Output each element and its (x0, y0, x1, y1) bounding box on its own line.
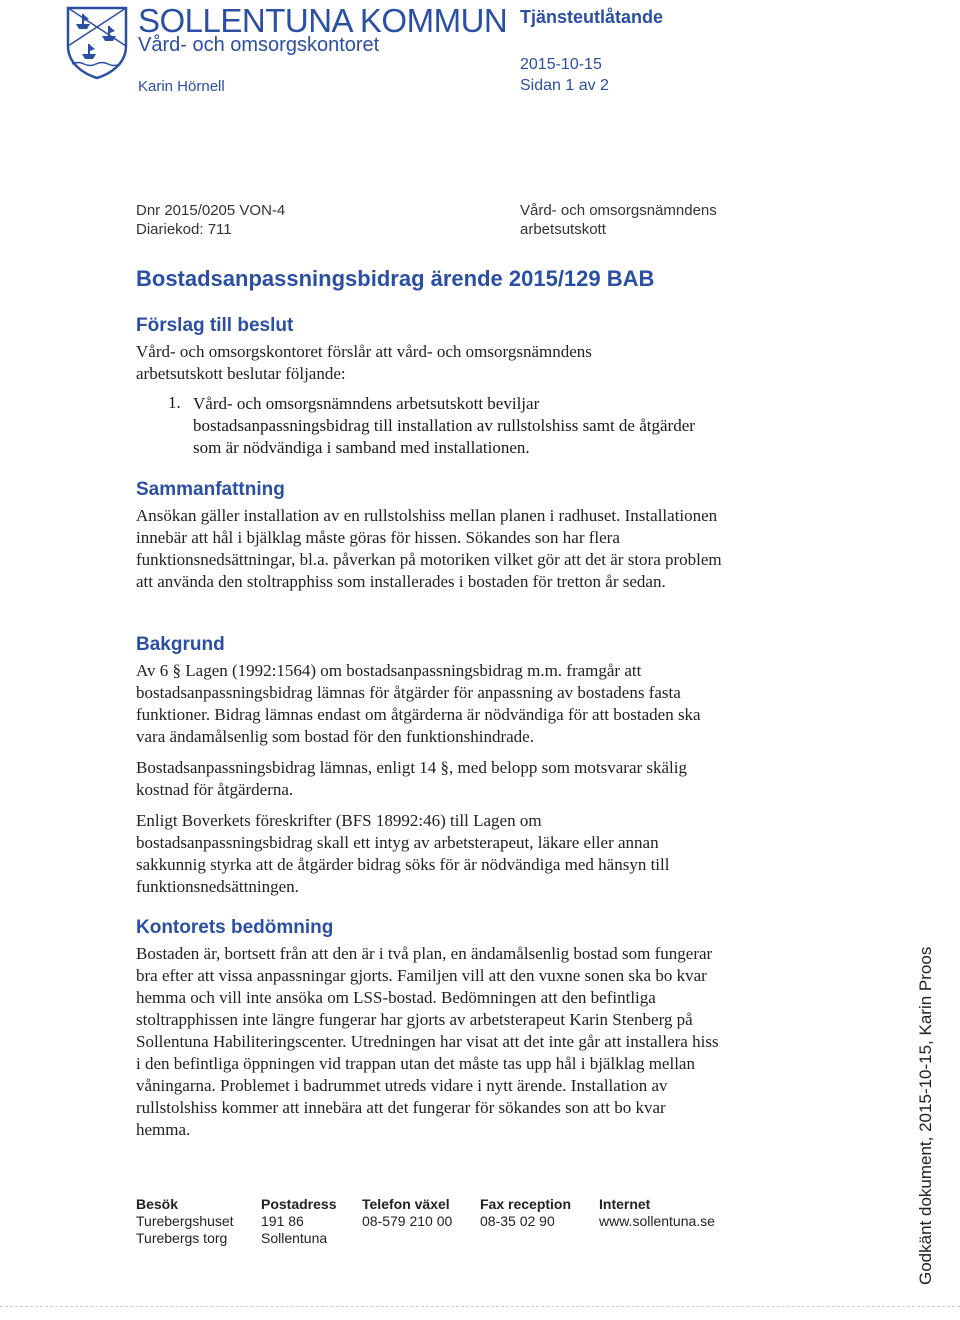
footer-fax (480, 1196, 571, 1230)
proposal-item-number: 1. (168, 393, 181, 412)
footer-phone (362, 1196, 452, 1230)
bakgrund-paragraph-1: Av 6 § Lagen (1992:1564) om bostadsanpassningsbidrag m.m. framgår att bostadsanpassningsbidrag lämnas för åtgärder för anpassning av bostadens fasta funktioner. Bidrag lämnas endast om åtgärderna är nödvändiga för att bostaden ska vara ändamålsenlig som bostad för den funktionshindrade. (136, 661, 701, 746)
department-name: Vård- och omsorgskontoret (138, 34, 380, 56)
recipient-line-2: arbetsutskott (520, 221, 606, 238)
document-date: 2015-10-15 (520, 56, 602, 73)
footer-fax-label: Fax reception (480, 1196, 572, 1212)
footer-web-link[interactable]: www.sollentuna.se (599, 1213, 715, 1229)
footer-post-label: Postadress (261, 1196, 337, 1212)
municipality-crest-logo (64, 6, 130, 80)
case-meta (136, 201, 285, 239)
sammanfattning-text: Ansökan gäller installation av en rullstolshiss mellan planen i radhuset. Installationen innebär att hål i bjälklag måste göras för hissen. Sökandes son har flera funktionsnedsättningar, bl.a. påverkan på motoriken vilket gör att det är stora problem att använda den stoltrapphiss som installerades i bostaden för tretton år sedan. (136, 506, 722, 591)
footer-phone-number: 08-579 210 00 (362, 1213, 453, 1229)
forslag-intro: Vård- och omsorgskontoret förslår att vård- och omsorgsnämndens arbetsutskott beslutar följande: (136, 342, 592, 383)
bakgrund-paragraph-3: Enligt Boverkets föreskrifter (BFS 18992:46) till Lagen om bostadsanpassningsbidrag skall ett intyg av arbetsterapeut, läkare eller annan sakkunnig styrka att de åtgärder bidrag söks för är nödvändiga med hänsyn till funktionsnedsättningen. (136, 811, 670, 896)
recipient (520, 201, 717, 239)
page-indicator: Sidan 1 av 2 (520, 77, 609, 94)
organization-name: SOLLENTUNA KOMMUN (138, 2, 508, 39)
footer-post-line-2: Sollentuna (261, 1230, 328, 1246)
heading-bakgrund: Bakgrund (136, 634, 225, 655)
footer-visit (136, 1196, 234, 1247)
recipient-line-1: Vård- och omsorgsnämndens (520, 202, 717, 219)
heading-bedomning: Kontorets bedömning (136, 917, 334, 938)
footer-visit-line-2: Turebergs torg (136, 1230, 228, 1246)
dnr: Dnr 2015/0205 VON-4 (136, 202, 286, 219)
footer-post (261, 1196, 336, 1247)
approval-side-note: Godkänt dokument, 2015-10-15, Karin Proos (916, 946, 935, 1285)
footer-visit-line-1: Turebergshuset (136, 1213, 234, 1229)
diariekod: Diariekod: 711 (136, 221, 232, 238)
footer-fax-number: 08-35 02 90 (480, 1213, 555, 1229)
bakgrund-paragraph-2: Bostadsanpassningsbidrag lämnas, enligt 14 §, med belopp som motsvarar skälig kostnad för åtgärderna. (136, 758, 688, 799)
bedomning-text: Bostaden är, bortsett från att den är i två plan, en ändamålsenlig bostad som fungerar bra efter att vissa anpassningar gjorts. Familjen vill att den vuxne sonen ska bo kvar hemma och vill inte ansöka om LSS-bostad. Bedömningen att den befintliga stoltrapphissen inte längre fungerar har gjorts av arbetsterapeut Karin Stenberg på Sollentuna Habiliteringscenter. Utredningen har visat att det inte går att installera hiss i den befintliga öppningen vid trappan utan det måste tas upp hål i bjälklag mellan våningarna. Problemet i badrummet utreds vidare i nytt ärende. Installation av rullstolshiss kommer att innebära att det fungerar för sökandes son att bo kvar hemma. (136, 944, 719, 1139)
document-type: Tjänsteutlåtande (520, 7, 664, 27)
heading-sammanfattning: Sammanfattning (136, 479, 285, 500)
footer-web (599, 1196, 715, 1230)
footer-web-label: Internet (599, 1196, 651, 1212)
author-name: Karin Hörnell (138, 78, 225, 95)
proposal-item-text: Vård- och omsorgsnämndens arbetsutskott beviljar bostadsanpassningsbidrag till installation av rullstolshiss samt de åtgärder som är nödvändiga i samband med installationen. (193, 394, 695, 457)
footer-phone-label: Telefon växel (362, 1196, 450, 1212)
footer-post-line-1: 191 86 (261, 1213, 304, 1229)
bottom-divider (0, 1306, 960, 1307)
document-title: Bostadsanpassningsbidrag ärende 2015/129 BAB (136, 266, 655, 291)
footer-visit-label: Besök (136, 1196, 179, 1212)
heading-forslag: Förslag till beslut (136, 315, 294, 336)
